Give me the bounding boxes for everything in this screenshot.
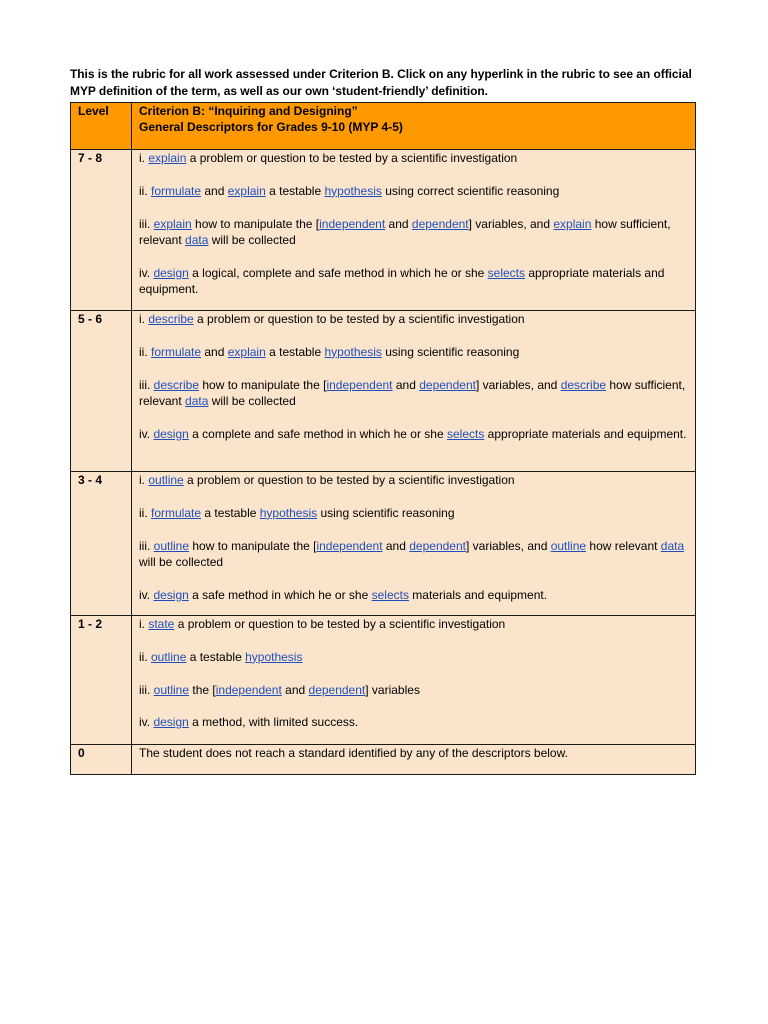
- term-link-formulate[interactable]: formulate: [151, 344, 202, 359]
- term-link-design[interactable]: design: [153, 587, 189, 602]
- descriptor-text: and: [382, 538, 410, 553]
- descriptor-item: [139, 311, 689, 327]
- descriptor-cell: [132, 616, 696, 745]
- descriptor-item: [139, 505, 689, 521]
- descriptor-text: iv.: [139, 587, 154, 602]
- level-cell: 5 - 6: [71, 311, 132, 472]
- descriptor-text: iv.: [139, 715, 154, 730]
- descriptor-text: a testable: [186, 649, 246, 664]
- descriptor-text: a testable: [265, 183, 325, 198]
- descriptor-text: a method, with limited success.: [188, 715, 359, 730]
- descriptor-text: a safe method in which he or she: [188, 587, 372, 602]
- descriptor-item: [139, 714, 689, 730]
- descriptor-cell: [132, 150, 696, 311]
- criterion-b-rubric-table: [70, 102, 696, 775]
- descriptor-text: a logical, complete and safe method in which he or she: [188, 265, 488, 280]
- rubric-row: [71, 745, 696, 775]
- term-link-design[interactable]: design: [153, 426, 189, 441]
- term-link-state[interactable]: state: [148, 617, 175, 631]
- descriptor-item: [139, 682, 689, 698]
- descriptor-text: appropriate materials and equipment.: [139, 265, 665, 297]
- descriptor-text: a testable: [265, 344, 325, 359]
- descriptor-text: ] variables, and: [468, 216, 554, 231]
- term-link-selects[interactable]: selects: [371, 587, 409, 602]
- term-link-data[interactable]: data: [185, 394, 209, 408]
- descriptor-text: how sufficient, relevant: [139, 377, 686, 408]
- term-link-hypothesis[interactable]: hypothesis: [245, 649, 303, 664]
- term-link-formulate[interactable]: formulate: [151, 505, 202, 520]
- descriptor-item: [139, 265, 689, 298]
- descriptor-item: [139, 377, 689, 410]
- rubric-body: [71, 150, 696, 775]
- descriptor-text: how relevant: [586, 538, 661, 553]
- descriptor-text: will be collected: [139, 555, 224, 569]
- descriptor-text: iii.: [139, 538, 154, 553]
- descriptor-text: a complete and safe method in which he or she: [188, 426, 447, 441]
- descriptor-item: [139, 216, 689, 249]
- descriptor-text: how to manipulate the [: [199, 377, 327, 392]
- descriptor-text: The student does not reach a standard identified by any of the descriptors below.: [139, 746, 568, 760]
- descriptor-text: iv.: [139, 265, 154, 280]
- descriptor-text: a testable: [201, 505, 260, 520]
- descriptor-item: [139, 649, 689, 665]
- term-link-design[interactable]: design: [153, 265, 189, 280]
- term-link-describe[interactable]: describe: [153, 377, 200, 392]
- level-cell: 0: [71, 745, 132, 775]
- descriptor-text: will be collected: [208, 394, 296, 408]
- descriptor-text: ] variables, and: [465, 538, 551, 553]
- term-link-data[interactable]: data: [185, 233, 209, 247]
- descriptor-item: [139, 745, 689, 761]
- descriptor-text: using scientific reasoning: [381, 344, 520, 359]
- descriptor-cell: [132, 745, 696, 775]
- term-link-dependent[interactable]: dependent: [411, 216, 469, 231]
- descriptor-text: will be collected: [208, 233, 296, 247]
- descriptor-text: how to manipulate the [: [191, 216, 320, 231]
- descriptor-item: [139, 538, 689, 571]
- descriptor-item: [139, 616, 689, 632]
- descriptor-text: a problem or question to be tested by a scientific investigation: [193, 312, 525, 326]
- descriptor-cell: [132, 311, 696, 472]
- level-cell: 7 - 8: [71, 150, 132, 311]
- descriptor-text: a problem or question to be tested by a scientific investigation: [186, 151, 518, 165]
- descriptor-text: and: [281, 682, 309, 697]
- term-link-independent[interactable]: independent: [316, 538, 383, 553]
- descriptor-text: ii.: [139, 505, 151, 520]
- descriptor-text: i.: [139, 473, 149, 487]
- descriptor-text: appropriate materials and equipment.: [484, 426, 687, 441]
- descriptor-text: iii.: [139, 216, 154, 231]
- term-link-explain[interactable]: explain: [227, 183, 266, 198]
- descriptor-text: ii.: [139, 344, 151, 359]
- term-link-explain[interactable]: explain: [153, 216, 192, 231]
- descriptor-text: iii.: [139, 682, 154, 697]
- criterion-column-header: [132, 103, 696, 150]
- term-link-explain[interactable]: explain: [553, 216, 592, 231]
- descriptor-text: and: [385, 216, 412, 231]
- term-link-formulate[interactable]: formulate: [151, 183, 202, 198]
- descriptor-text: ] variables, and: [475, 377, 561, 392]
- descriptor-text: iv.: [139, 426, 154, 441]
- rubric-row: [71, 616, 696, 745]
- descriptor-item: [139, 150, 689, 166]
- term-link-outline[interactable]: outline: [151, 649, 187, 664]
- term-link-design[interactable]: design: [153, 715, 189, 730]
- descriptor-item: [139, 426, 689, 442]
- descriptor-text: i.: [139, 151, 149, 165]
- term-link-outline[interactable]: outline: [153, 682, 190, 697]
- descriptor-text: and: [392, 377, 420, 392]
- term-link-hypothesis[interactable]: hypothesis: [324, 344, 382, 359]
- term-link-hypothesis[interactable]: hypothesis: [324, 183, 382, 198]
- descriptor-item: [139, 587, 689, 603]
- term-link-explain[interactable]: explain: [227, 344, 266, 359]
- descriptor-text: a problem or question to be tested by a scientific investigation: [174, 617, 506, 631]
- term-link-independent[interactable]: independent: [326, 377, 393, 392]
- descriptor-text: the [: [189, 682, 216, 697]
- descriptor-text: a problem or question to be tested by a scientific investigation: [183, 473, 515, 487]
- term-link-independent[interactable]: independent: [215, 682, 282, 697]
- descriptor-text: and: [201, 183, 228, 198]
- term-link-hypothesis[interactable]: hypothesis: [259, 505, 318, 520]
- term-link-dependent[interactable]: dependent: [409, 538, 466, 553]
- term-link-outline[interactable]: outline: [550, 538, 587, 553]
- criterion-title: Criterion B: “Inquiring and Designing”: [139, 104, 358, 118]
- descriptor-cell: [132, 472, 696, 616]
- descriptor-item: [139, 472, 689, 488]
- level-cell: 3 - 4: [71, 472, 132, 616]
- descriptor-text: how sufficient, relevant: [139, 216, 671, 247]
- descriptor-text: iii.: [139, 377, 154, 392]
- rubric-row: [71, 472, 696, 616]
- descriptor-item: [139, 183, 689, 199]
- term-link-data[interactable]: data: [660, 538, 685, 553]
- descriptor-text: i.: [139, 312, 149, 326]
- descriptor-text: ii.: [139, 183, 151, 198]
- descriptor-text: materials and equipment.: [408, 587, 548, 602]
- descriptor-text: using scientific reasoning: [317, 505, 455, 520]
- term-link-outline[interactable]: outline: [153, 538, 190, 553]
- rubric-row: [71, 150, 696, 311]
- descriptor-item: [139, 344, 689, 360]
- rubric-header-row: [71, 103, 696, 150]
- term-link-explain[interactable]: explain: [148, 151, 187, 165]
- term-link-dependent[interactable]: dependent: [419, 377, 476, 392]
- descriptor-text: i.: [139, 617, 149, 631]
- term-link-outline[interactable]: outline: [148, 473, 184, 487]
- term-link-selects[interactable]: selects: [446, 426, 485, 441]
- intro-paragraph: This is the rubric for all work assessed under Criterion B. Click on any hyperlink in the rubric to see an official MYP definition of the term, as well as our own ‘student-friendly’ definition.: [70, 67, 692, 98]
- term-link-selects[interactable]: selects: [487, 265, 526, 280]
- descriptor-text: and: [201, 344, 228, 359]
- descriptor-text: using correct scientific reasoning: [381, 183, 560, 198]
- descriptor-text: how to manipulate the [: [189, 538, 317, 553]
- level-cell: 1 - 2: [71, 616, 132, 745]
- term-link-describe[interactable]: describe: [560, 377, 607, 392]
- rubric-row: [71, 311, 696, 472]
- term-link-dependent[interactable]: dependent: [308, 682, 366, 697]
- descriptor-text: ] variables: [365, 682, 420, 697]
- term-link-describe[interactable]: describe: [148, 312, 194, 326]
- term-link-independent[interactable]: independent: [319, 216, 386, 231]
- criterion-descriptor-subtitle: General Descriptors for Grades 9-10 (MYP 4-5): [139, 120, 403, 135]
- level-column-header: Level: [71, 103, 132, 150]
- descriptor-text: ii.: [139, 649, 151, 664]
